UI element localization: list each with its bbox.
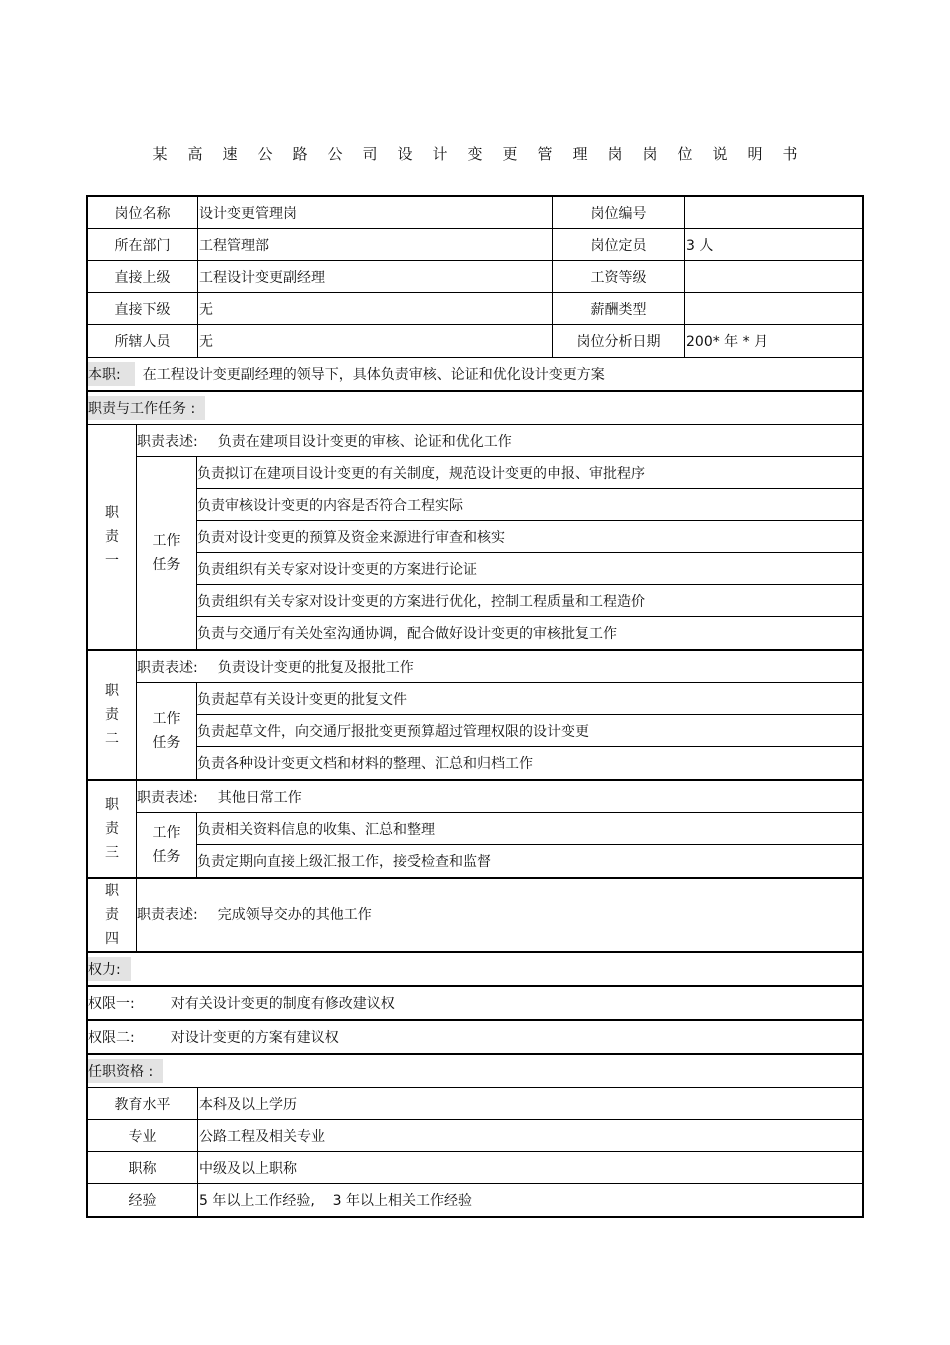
basic-info-section xyxy=(88,197,862,357)
task-list xyxy=(197,813,862,877)
task-item: 负责对设计变更的预算及资金来源进行审查和核实 xyxy=(197,521,862,553)
task-list xyxy=(197,683,862,779)
duty-group-body xyxy=(137,879,862,951)
qualification-row xyxy=(88,1088,862,1120)
duty-name-char: 职 xyxy=(105,505,119,521)
duty-name xyxy=(105,501,119,573)
duty-group-body xyxy=(137,781,862,877)
qualification-row xyxy=(88,1184,862,1216)
duty-name-char: 责 xyxy=(105,529,119,545)
main-duty-row xyxy=(88,357,862,392)
task-label-text xyxy=(153,707,181,755)
field-value: 无 xyxy=(198,325,553,357)
duty-group-body xyxy=(137,651,862,779)
task-block xyxy=(137,813,862,877)
duty-group xyxy=(88,879,862,953)
authority-label: 权限二: xyxy=(88,1030,135,1046)
authority-header-row xyxy=(88,953,862,987)
duty-statement-text: 其他日常工作 xyxy=(217,789,302,806)
task-label-line: 任务 xyxy=(152,557,181,573)
field-label: 所辖人员 xyxy=(88,325,198,357)
authority-row xyxy=(88,987,862,1021)
field-label: 岗位定员 xyxy=(553,229,685,260)
duty-name-char: 一 xyxy=(105,553,119,569)
field-value: 设计变更管理岗 xyxy=(198,197,553,228)
field-value: 200* 年 * 月 xyxy=(686,334,769,350)
authority-header: 权力: xyxy=(88,957,131,981)
task-block xyxy=(137,457,862,649)
duty-statement-row xyxy=(137,651,862,683)
basic-info-row xyxy=(88,261,862,293)
duty-statement-text: 负责设计变更的批复及报批工作 xyxy=(217,659,414,676)
qualification-label: 经验 xyxy=(88,1184,198,1216)
task-item: 负责定期向直接上级汇报工作，接受检查和监督 xyxy=(197,854,491,870)
task-item: 负责与交通厅有关处室沟通协调，配合做好设计变更的审核批复工作 xyxy=(197,626,617,642)
duty-statement-text: 负责在建项目设计变更的审核、论证和优化工作 xyxy=(217,433,512,450)
task-label xyxy=(137,457,197,649)
duty-statement-text: 完成领导交办的其他工作 xyxy=(217,907,372,923)
duty-statement-row xyxy=(137,425,862,457)
duty-name xyxy=(105,679,119,751)
duty-name xyxy=(105,793,119,865)
duty-group-label xyxy=(88,781,137,877)
field-value: 3 人 xyxy=(686,237,714,254)
main-duty-text: 在工程设计变更副经理的领导下，具体负责审核、论证和优化设计变更方案 xyxy=(142,367,605,383)
qualification-value: 本科及以上学历 xyxy=(199,1096,297,1113)
qualification-value: 中级及以上职称 xyxy=(199,1160,297,1177)
qualification-label: 教育水平 xyxy=(88,1088,198,1119)
qualification-row xyxy=(88,1120,862,1152)
duties-section xyxy=(88,425,862,953)
task-item: 负责相关资料信息的收集、汇总和整理 xyxy=(197,813,862,845)
duty-name-char: 责 xyxy=(105,707,119,723)
task-item: 负责组织有关专家对设计变更的方案进行论证 xyxy=(197,553,862,585)
qualification-value: 公路工程及相关专业 xyxy=(199,1128,325,1145)
duty-name-char: 三 xyxy=(105,845,119,861)
task-block xyxy=(137,683,862,779)
task-item: 负责起草文件，向交通厅报批变更预算超过管理权限的设计变更 xyxy=(197,715,862,747)
duty-statement-row xyxy=(137,781,862,813)
duty-group-body xyxy=(137,425,862,649)
authority-section xyxy=(88,987,862,1055)
task-label-line: 任务 xyxy=(152,849,181,865)
task-list xyxy=(197,457,862,649)
duties-header: 职责与工作任务 : xyxy=(88,396,205,420)
duty-statement-label: 职责表述: xyxy=(137,659,198,676)
task-label xyxy=(137,813,197,877)
qual-header-row xyxy=(88,1055,862,1088)
authority-row xyxy=(88,1021,862,1055)
job-description-table xyxy=(86,195,864,1218)
field-label: 所在部门 xyxy=(88,229,198,260)
duty-name-char: 四 xyxy=(105,931,119,947)
field-label: 岗位编号 xyxy=(553,197,685,228)
qualification-label: 专业 xyxy=(88,1120,198,1151)
qualification-section xyxy=(88,1088,862,1216)
basic-info-row xyxy=(88,325,862,357)
qual-header: 任职资格 : xyxy=(88,1059,163,1083)
qualification-value: 5 年以上工作经验, 3 年以上相关工作经验 xyxy=(199,1193,472,1209)
task-item: 负责各种设计变更文档和材料的整理、汇总和归档工作 xyxy=(197,756,533,772)
authority-text: 对设计变更的方案有建议权 xyxy=(170,1030,339,1046)
task-item: 负责组织有关专家对设计变更的方案进行优化，控制工程质量和工程造价 xyxy=(197,585,862,617)
field-label: 工资等级 xyxy=(553,261,685,292)
duty-group-label xyxy=(88,425,137,649)
task-item: 负责起草有关设计变更的批复文件 xyxy=(197,683,862,715)
duty-statement-row xyxy=(137,879,862,949)
task-label-line: 任务 xyxy=(152,735,181,751)
task-label-text xyxy=(153,821,181,869)
duty-group xyxy=(88,781,862,879)
duty-name-char: 职 xyxy=(105,797,119,813)
basic-info-row xyxy=(88,293,862,325)
duty-name-char: 二 xyxy=(105,731,119,747)
task-label-line: 工作 xyxy=(152,711,181,727)
duties-header-row xyxy=(88,392,862,425)
duty-statement-label: 职责表述: xyxy=(137,907,198,923)
qualification-row xyxy=(88,1152,862,1184)
main-duty-label: 本职: xyxy=(88,362,135,386)
duty-group-label xyxy=(88,879,137,951)
authority-label: 权限一: xyxy=(88,996,135,1012)
duty-statement-label: 职责表述: xyxy=(137,433,198,450)
basic-info-row xyxy=(88,197,862,229)
duty-statement-label: 职责表述: xyxy=(137,789,198,806)
field-label: 薪酬类型 xyxy=(553,293,685,324)
field-value xyxy=(685,261,862,292)
task-label xyxy=(137,683,197,779)
document-title: 某高速公路公司设计变更管理岗岗位说明书 xyxy=(152,145,818,163)
field-value: 工程管理部 xyxy=(198,229,553,260)
field-label: 直接下级 xyxy=(88,293,198,324)
duty-name-char: 职 xyxy=(105,683,119,699)
field-label: 直接上级 xyxy=(88,261,198,292)
field-label: 岗位分析日期 xyxy=(553,325,685,357)
duty-name xyxy=(105,879,119,951)
field-value: 无 xyxy=(198,293,553,324)
task-label-line: 工作 xyxy=(152,533,181,549)
duty-name-char: 责 xyxy=(105,907,119,923)
task-label-text xyxy=(153,529,181,577)
field-value: 工程设计变更副经理 xyxy=(198,261,553,292)
task-label-line: 工作 xyxy=(152,825,181,841)
field-value xyxy=(685,197,862,228)
duty-name-char: 责 xyxy=(105,821,119,837)
basic-info-row xyxy=(88,229,862,261)
duty-group xyxy=(88,651,862,781)
task-item: 负责拟订在建项目设计变更的有关制度，规范设计变更的申报、审批程序 xyxy=(197,457,862,489)
duty-name-char: 职 xyxy=(105,883,119,899)
duty-group xyxy=(88,425,862,651)
task-item: 负责审核设计变更的内容是否符合工程实际 xyxy=(197,489,862,521)
field-value xyxy=(685,293,862,324)
authority-text: 对有关设计变更的制度有修改建议权 xyxy=(170,996,395,1012)
field-label: 岗位名称 xyxy=(88,197,198,228)
duty-group-label xyxy=(88,651,137,779)
qualification-label: 职称 xyxy=(88,1152,198,1183)
